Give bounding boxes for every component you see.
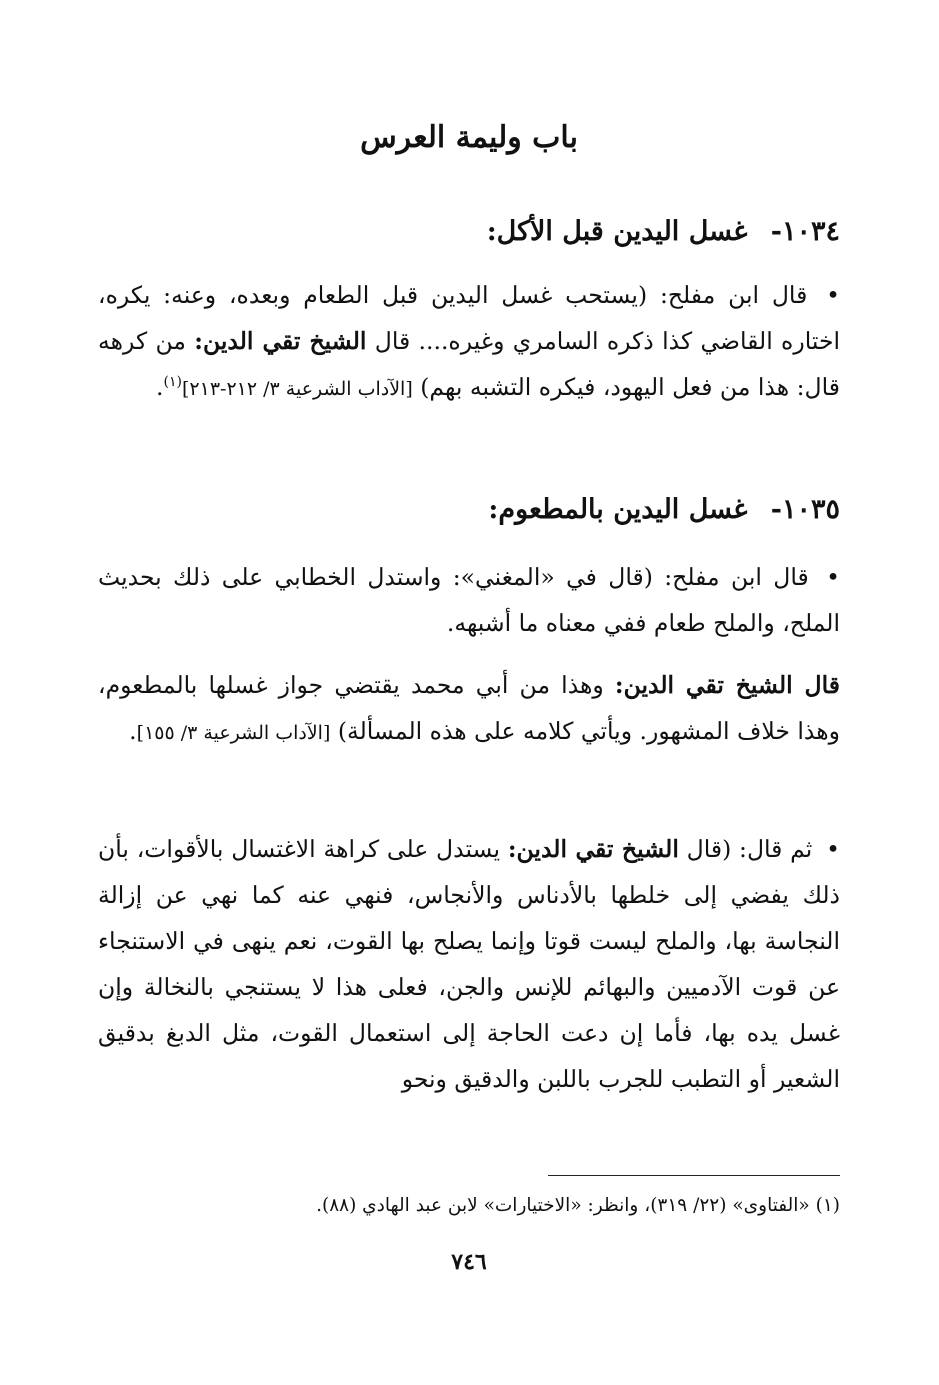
paragraph-text: يستدل على كراهة الاغتسال بالأقوات، بأن ذلك يفضي إلى خلطها بالأدناس والأنجاس، فنهي عنه كما نهي عن إزالة النجاسة بها، والملح ليست قوتا وإنما يصلح بها القوت، نعم ينهى في الاستنجاء عن قوت الآدميين والبهائم للإنس والجن، فعلى هذا لا يستنجي بالنخالة وإن غسل يده بها، فأما إن دعت الحاجة إلى استعمال القوت، مثل الدبغ بدقيق الشعير أو التطبب للجرب باللبن والدقيق ونحو [98, 835, 840, 1093]
paragraph-2 [98, 554, 840, 646]
paragraph-end: . [156, 373, 164, 401]
paragraph-text: وهذا من أبي محمد يقتضي جواز غسلها بالمطعوم، وهذا خلاف المشهور. ويأتي كلامه على هذه المسألة) [98, 671, 840, 745]
running-title: باب وليمة العرس [360, 120, 578, 155]
section-title: غسل اليدين قبل الأكل: [486, 216, 748, 247]
source-citation: [الآداب الشرعية ٣/ ١٥٥] [136, 722, 331, 744]
source-citation: [الآداب الشرعية ٣/ ٢١٢-٢١٣] [181, 378, 413, 400]
section-heading-1034 [98, 212, 840, 252]
sheikh-name: قال الشيخ تقي الدين: [614, 671, 840, 699]
section-number: ١٠٣٤- [770, 216, 840, 247]
section-number: ١٠٣٥- [770, 494, 840, 525]
bullet-icon: • [826, 281, 840, 309]
paragraph-text: ثم قال: (قال [678, 835, 813, 863]
sheikh-name: الشيخ تقي الدين: [507, 835, 679, 863]
page-number: ٧٤٦ [451, 1249, 487, 1275]
paragraph-1 [98, 272, 840, 412]
bullet-icon: • [826, 563, 840, 591]
bullet-icon: • [826, 835, 840, 863]
section-title: غسل اليدين بالمطعوم: [488, 494, 748, 525]
footnote: (١) «الفتاوى» (٢٢/ ٣١٩)، وانظر: «الاختيارات» لابن عبد الهادي (٨٨). [316, 1195, 840, 1216]
paragraph-text: من كرهه قال: هذا من فعل اليهود، فيكره التشبه بهم) [98, 327, 840, 401]
paragraph-end: . [129, 717, 137, 745]
section-heading-1035 [98, 490, 840, 530]
sheikh-name: الشيخ تقي الدين: [194, 327, 367, 355]
footnote-divider [548, 1175, 840, 1176]
paragraph-text: قال ابن مفلح: (يستحب غسل اليدين قبل الطعام وبعده، وعنه: يكره، اختاره القاضي كذا ذكره السامري وغيره.... قال [98, 281, 841, 355]
paragraph-4 [98, 826, 840, 1102]
paragraph-text: قال ابن مفلح: (قال في «المغني»: واستدل الخطابي على ذلك بحديث الملح، والملح طعام ففي معناه ما أشبهه. [98, 563, 840, 637]
book-page [98, 0, 840, 1385]
footnote-reference: (١) [163, 374, 182, 391]
paragraph-3 [98, 662, 840, 756]
